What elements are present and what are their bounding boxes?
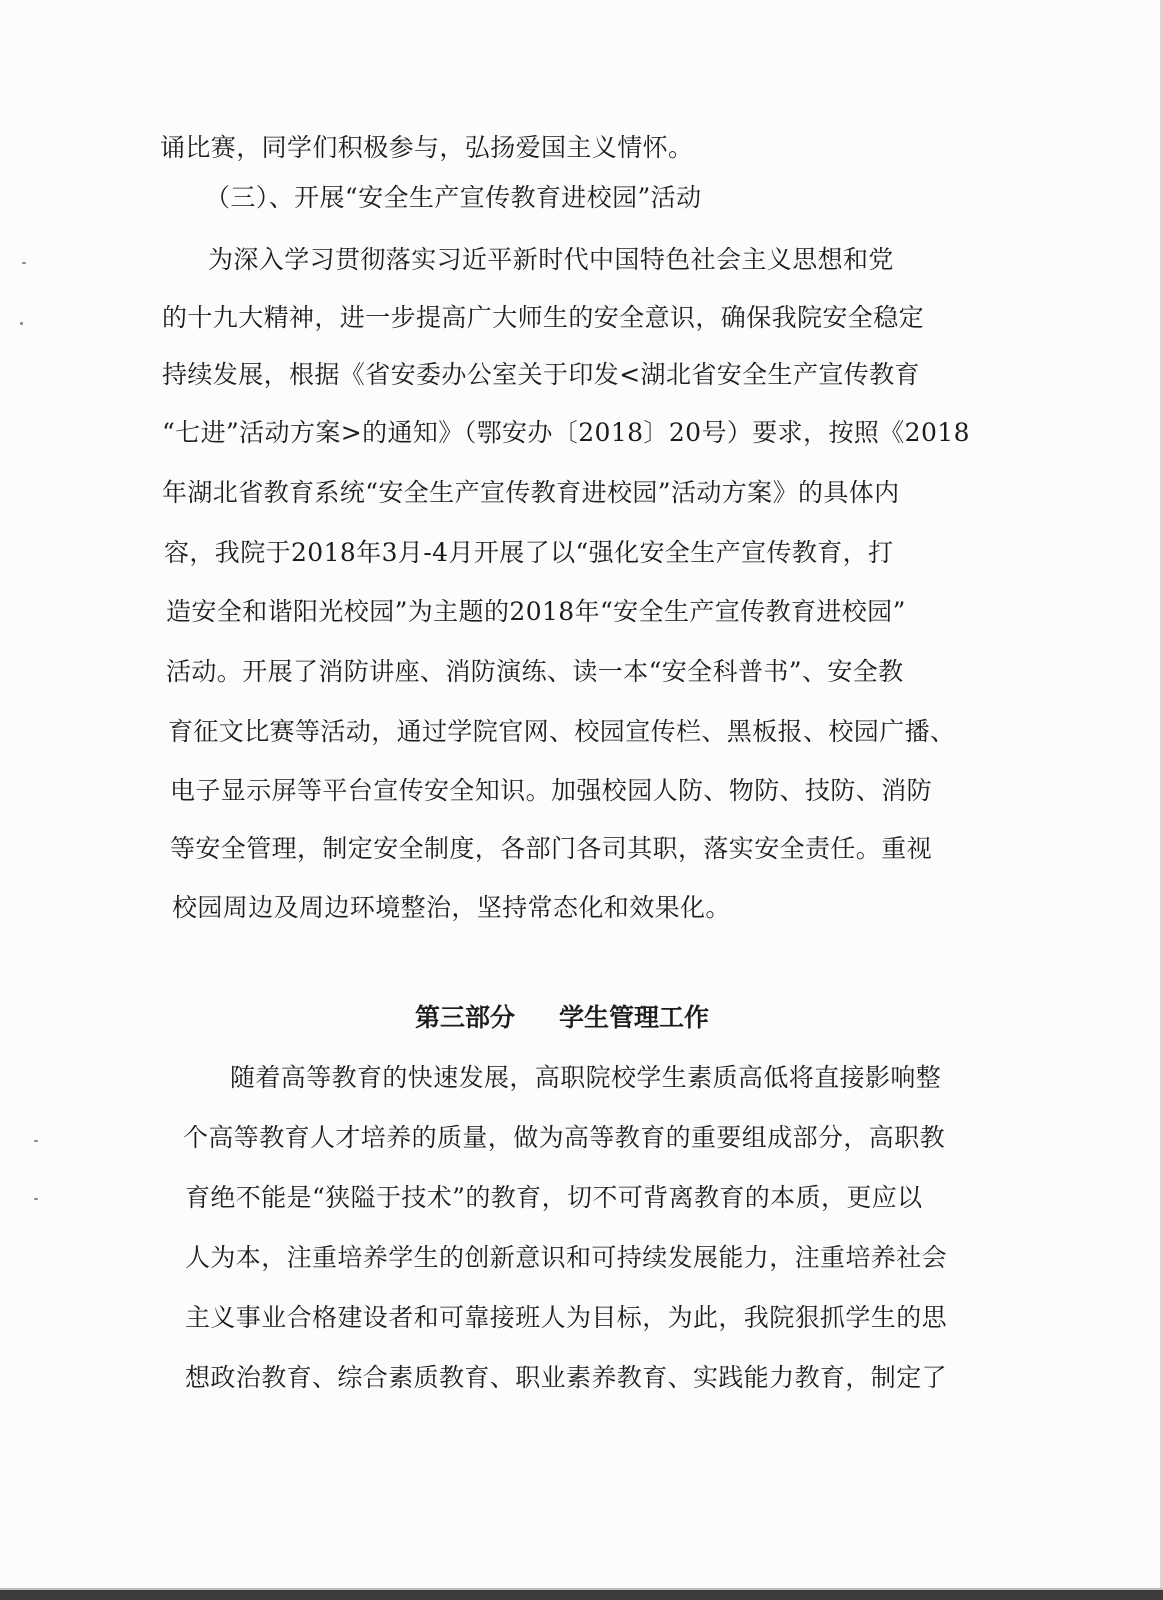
- text-line-7: 年湖北省教育系统“安全生产宣传教育进校园”活动方案》的具体内: [162, 478, 900, 507]
- text-line-19: 主义事业合格建设者和可靠接班人为目标，为此，我院狠抓学生的思: [185, 1303, 948, 1332]
- text-line-14: 校园周边及周边环境整治，坚持常态化和效果化。: [172, 893, 731, 922]
- text-line-5: 持续发展，根据《省安委办公室关于印发<湖北省安全生产宣传教育: [162, 360, 920, 389]
- scan-speck: [34, 1198, 38, 1200]
- text-line-17: 育绝不能是“狭隘于技术”的教育，切不可背离教育的本质，更应以: [185, 1183, 923, 1212]
- scan-bottom-edge: [0, 1590, 1163, 1600]
- text-line-9: 造安全和谐阳光校园”为主题的2018年“安全生产宣传教育进校园”: [166, 597, 906, 626]
- scan-speck: [22, 262, 26, 264]
- text-line-1: 诵比赛，同学们积极参与，弘扬爱国主义情怀。: [160, 133, 694, 162]
- text-line-10: 活动。开展了消防讲座、消防演练、读一本“安全科普书”、安全教: [166, 657, 904, 686]
- part-heading-number: 第三部分: [415, 1003, 516, 1032]
- text-line-3: 为深入学习贯彻落实习近平新时代中国特色社会主义思想和党: [208, 245, 894, 274]
- part-heading: [415, 1003, 709, 1033]
- text-line-4: 的十九大精神，进一步提高广大师生的安全意识，确保我院安全稳定: [162, 303, 925, 332]
- text-line-18: 人为本，注重培养学生的创新意识和可持续发展能力，注重培养社会: [185, 1243, 948, 1272]
- text-line-6: “七进”活动方案>的通知》（鄂安办〔2018〕20号）要求，按照《2018: [162, 418, 970, 447]
- text-line-12: 电子显示屏等平台宣传安全知识。加强校园人防、物防、技防、消防: [170, 776, 933, 805]
- scan-speck: [20, 322, 23, 325]
- text-line-16: 个高等教育人才培养的质量，做为高等教育的重要组成部分，高职教: [183, 1123, 946, 1152]
- section-subheading: （三）、开展“安全生产宣传教育进校园”活动: [205, 183, 702, 212]
- part-heading-title: 学生管理工作: [559, 1003, 710, 1032]
- scan-speck: [34, 1140, 38, 1142]
- text-line-11: 育征文比赛等活动，通过学院官网、校园宣传栏、黑板报、校园广播、: [168, 717, 956, 746]
- text-line-20: 想政治教育、综合素质教育、职业素养教育、实践能力教育，制定了: [185, 1363, 948, 1392]
- text-line-13: 等安全管理，制定安全制度，各部门各司其职，落实安全责任。重视: [170, 834, 933, 863]
- text-line-15: 随着高等教育的快速发展，高职院校学生素质高低将直接影响整: [230, 1063, 942, 1092]
- text-line-8: 容，我院于2018年3月-4月开展了以“强化安全生产宣传教育，打: [164, 538, 894, 567]
